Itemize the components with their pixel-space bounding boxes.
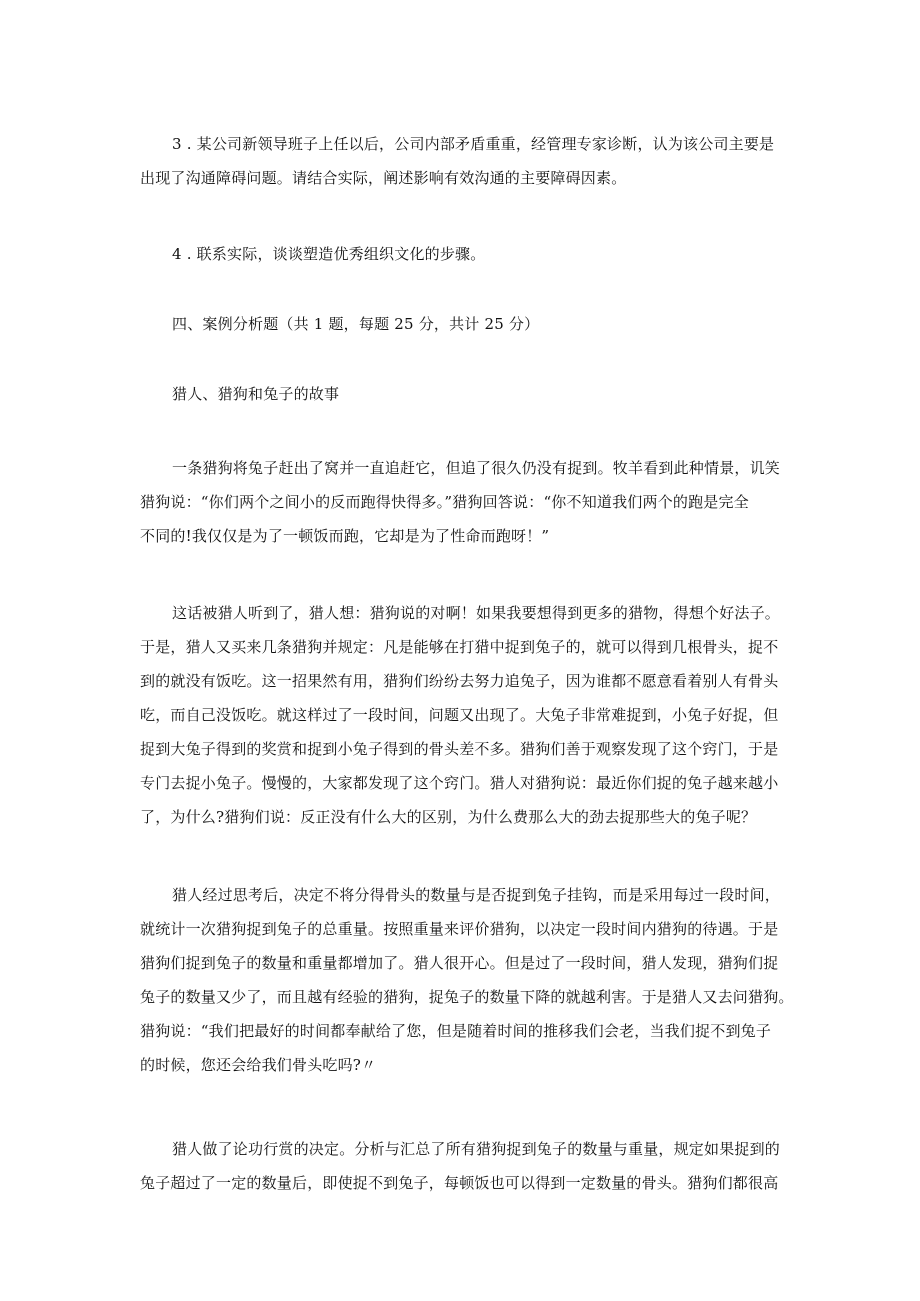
paragraph-line: 猎人做了论功行赏的决定。分析与汇总了所有猎狗捉到兔子的数量与重量，规定如果捉到的 bbox=[172, 1140, 781, 1158]
question-3-line-2: 出现了沟通障碍问题。请结合实际，阐述影响有效沟通的主要障碍因素。 bbox=[140, 169, 627, 187]
paragraph-line: 猎人经过思考后，决定不将分得骨头的数量与是否捉到兔子挂钩，而是采用每过一段时间， bbox=[172, 886, 781, 904]
paragraph-line: 的时候，您还会给我们骨头吃吗?〃 bbox=[140, 1056, 377, 1074]
question-3 bbox=[140, 127, 790, 195]
section-heading: 四、案例分析题（共 1 题，每题 25 分，共计 25 分） bbox=[172, 315, 540, 333]
case-paragraph-1 bbox=[140, 451, 790, 553]
paragraph-line: 猎狗说：“你们两个之间小的反而跑得快得多。”猎狗回答说：“你不知道我们两个的跑是完全 bbox=[140, 493, 749, 511]
paragraph-line: 了，为什么?猎狗们说：反正没有什么大的区别，为什么费那么大的劲去捉那些大的兔子呢？ bbox=[140, 808, 757, 826]
paragraph-line: 专门去捉小兔子。慢慢的，大家都发现了这个窍门。猎人对猎狗说：最近你们捉的兔子越来越小 bbox=[140, 774, 779, 792]
case-paragraph-3 bbox=[140, 878, 794, 1082]
paragraph-line: 一条猎狗将兔子赶出了窝并一直追赶它，但追了很久仍没有捉到。牧羊看到此种情景，讥笑 bbox=[172, 459, 781, 477]
question-3-line-1: 3 . 某公司新领导班子上任以后，公司内部矛盾重重，经管理专家诊断，认为该公司主要是 bbox=[172, 135, 775, 153]
paragraph-line: 于是，猎人又买来几条猎狗并规定：凡是能够在打猎中捉到兔子的，就可以得到几根骨头，捉不 bbox=[140, 638, 779, 656]
paragraph-line: 不同的!我仅仅是为了一顿饭而跑，它却是为了性命而跑呀！” bbox=[140, 527, 550, 545]
paragraph-line: 捉到大兔子得到的奖赏和捉到小兔子得到的骨头差不多。猎狗们善于观察发现了这个窍门，于是 bbox=[140, 740, 779, 758]
case-paragraph-4 bbox=[140, 1132, 790, 1200]
question-4: 4 . 联系实际，谈谈塑造优秀组织文化的步骤。 bbox=[172, 245, 486, 263]
paragraph-line: 兔子超过了一定的数量后，即使捉不到兔子，每顿饭也可以得到一定数量的骨头。猎狗们都很高 bbox=[140, 1174, 779, 1192]
case-title: 猎人、猎狗和兔子的故事 bbox=[172, 385, 340, 403]
paragraph-line: 兔子的数量又少了，而且越有经验的猎狗，捉兔子的数量下降的就越利害。于是猎人又去问猎狗。 bbox=[140, 988, 794, 1006]
paragraph-line: 就统计一次猎狗捉到兔子的总重量。按照重量来评价猎狗，以决定一段时间内猎狗的待遇。于是 bbox=[140, 920, 779, 938]
paragraph-line: 猎狗说：“我们把最好的时间都奉献给了您，但是随着时间的推移我们会老，当我们捉不到兔子 bbox=[140, 1022, 772, 1040]
paragraph-line: 猎狗们捉到兔子的数量和重量都增加了。猎人很开心。但是过了一段时间，猎人发现，猎狗们捉 bbox=[140, 954, 779, 972]
case-paragraph-2 bbox=[140, 596, 790, 834]
paragraph-line: 这话被猎人听到了，猎人想：猎狗说的对啊！如果我要想得到更多的猎物，得想个好法子。 bbox=[172, 604, 781, 622]
paragraph-line: 吃，而自己没饭吃。就这样过了一段时间，问题又出现了。大兔子非常难捉到，小兔子好捉，但 bbox=[140, 706, 779, 724]
paragraph-line: 到的就没有饭吃。这一招果然有用，猎狗们纷纷去努力追兔子，因为谁都不愿意看着别人有骨头 bbox=[140, 672, 779, 690]
